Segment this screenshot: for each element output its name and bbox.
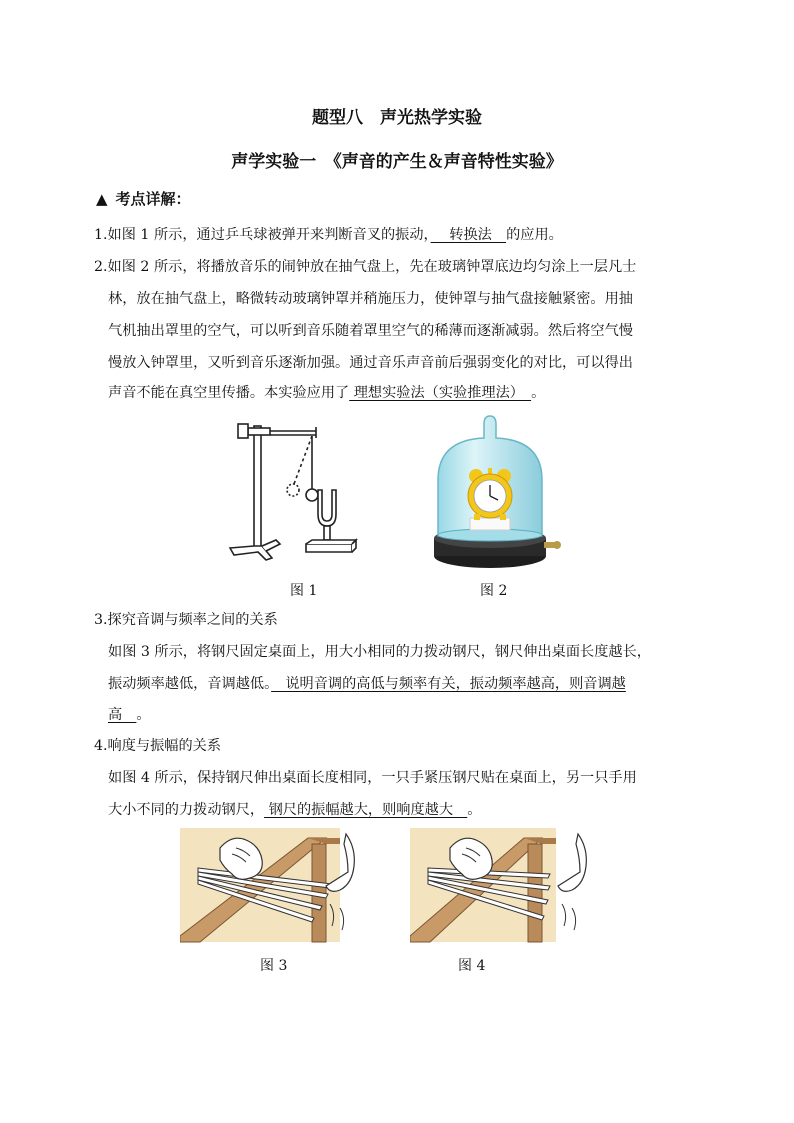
item-2-line-3: 气机抽出罩里的空气，可以听到音乐随着罩里空气的稀薄而逐渐减弱。然后将空气慢 — [108, 323, 633, 339]
figure-3-caption: 图 3 — [260, 958, 288, 974]
item-3-line-1: 如图 3 所示，将钢尺固定桌面上，用大小相同的力拨动钢尺，钢尺伸出桌面长度越长， — [108, 644, 651, 660]
triangle-icon: ▲ — [96, 190, 108, 208]
item-3-line-2: 振动频率越低，音调越低。 说明音调的高低与频率有关，振动频率越高，则音调越 — [108, 676, 626, 692]
figure-4-caption: 图 4 — [458, 958, 486, 974]
answer-4: 钢尺的振幅越大，则响度越大 — [264, 802, 468, 818]
item-2-line-1: 2.如图 2 所示，将播放音乐的闹钟放在抽气盘上，先在玻璃钟罩底边均匀涂上一层凡士 — [94, 259, 637, 275]
item-2-line-5: 声音不能在真空里传播。本实验应用了 理想实验法（实验推理法） 。 — [108, 385, 546, 401]
answer-1: 转换法 — [430, 227, 507, 243]
item-4-line-1: 如图 4 所示，保持钢尺伸出桌面长度相同，一只手紧压钢尺贴在桌面上，另一只手用 — [108, 770, 637, 786]
figure-3-ruler-frequency — [180, 828, 360, 944]
figure-4-ruler-amplitude — [410, 828, 590, 944]
item-3-heading: 3.探究音调与频率之间的关系 — [94, 612, 278, 628]
item-4-line-2: 大小不同的力拨动钢尺， 钢尺的振幅越大，则响度越大 。 — [108, 802, 482, 818]
figure-1-caption: 图 1 — [290, 583, 318, 599]
figure-2-bell-jar — [426, 410, 562, 572]
item-2-line-2: 林，放在抽气盘上，略微转动玻璃钟罩并稍施压力，使钟罩与抽气盘接触紧密。用抽 — [108, 291, 633, 307]
sub-title: 声学实验一 《声音的产生＆声音特性实验》 — [231, 152, 563, 172]
section-label: 考点详解： — [115, 190, 191, 208]
answer-2: 理想实验法（实验推理法） — [349, 385, 532, 401]
main-title: 题型八 声光热学实验 — [312, 108, 482, 128]
answer-3-cont: 高 — [108, 707, 137, 723]
item-2-line-4: 慢放入钟罩里，又听到音乐逐渐加强。通过音乐声音前后强弱变化的对比，可以得出 — [108, 355, 633, 371]
section-heading — [96, 188, 191, 209]
item-3-line-3: 高 。 — [108, 707, 151, 723]
figure-1-tuning-fork — [226, 418, 362, 570]
item-4-heading: 4.响度与振幅的关系 — [94, 738, 222, 754]
answer-3: 说明音调的高低与频率有关，振动频率越高，则音调越 — [271, 676, 626, 692]
item-1: 1.如图 1 所示，通过乒乓球被弹开来判断音叉的振动， 转换法 的应用。 — [94, 227, 563, 243]
figure-2-caption: 图 2 — [480, 583, 508, 599]
